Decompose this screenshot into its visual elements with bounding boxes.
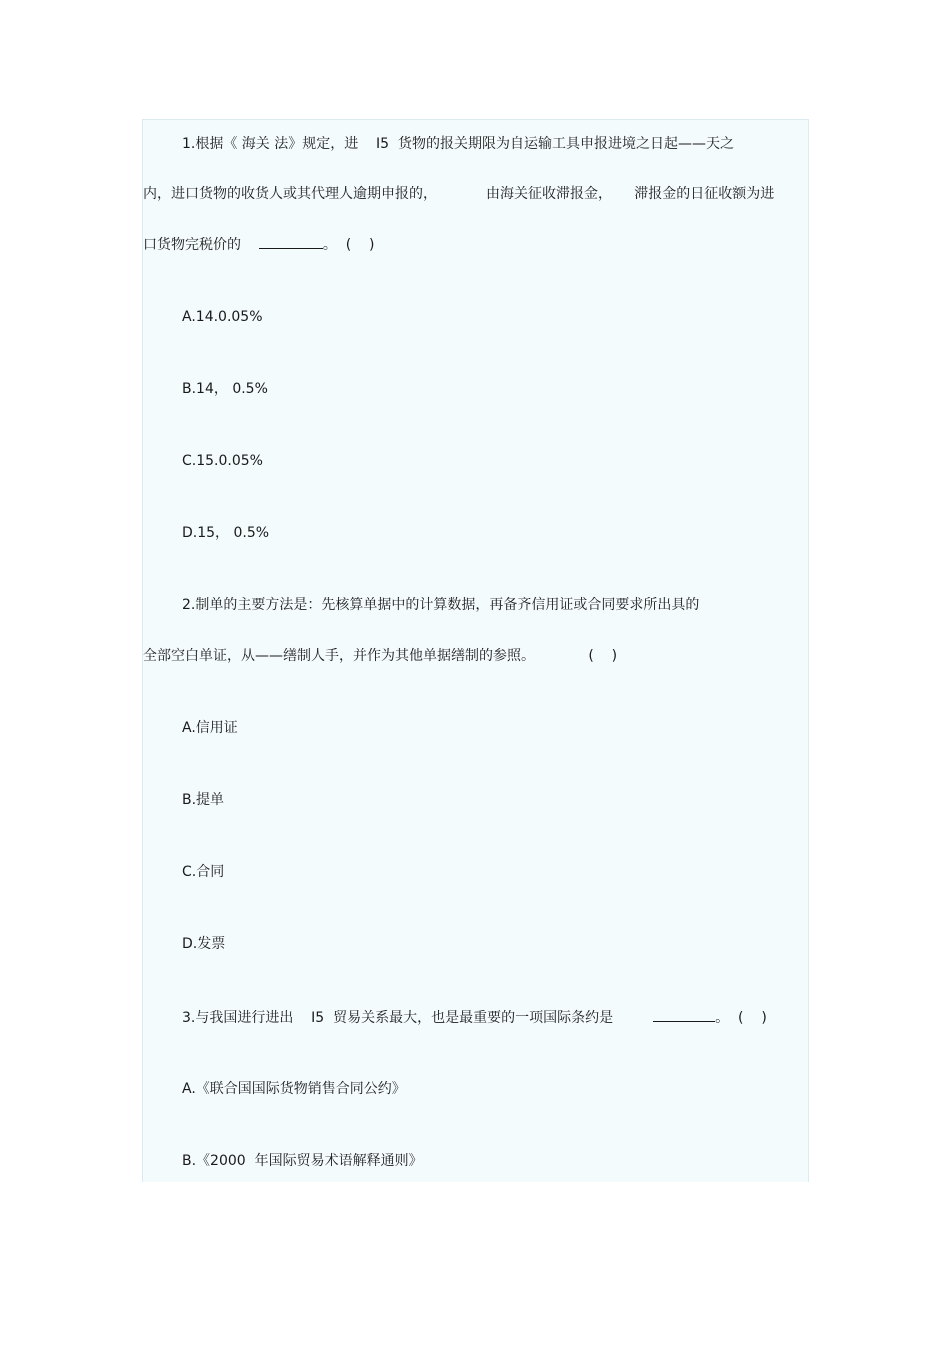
option-3a: A.《联合国国际货物销售合同公约》 (182, 1081, 406, 1097)
option-3b: B.《2000 年国际贸易术语解释通则》 (182, 1153, 423, 1169)
option-2b: B.提单 (182, 792, 225, 808)
question-2-line-2: 全部空白单证，从——缮制人手，并作为其他单据缮制的参照。 ( ) (143, 648, 618, 664)
question-2-line-1: 2.制单的主要方法是：先核算单据中的计算数据，再备齐信用证或合同要求所出具的 (182, 597, 700, 613)
option-2a: A.信用证 (182, 720, 238, 736)
option-1d: D.15， 0.5% (182, 525, 270, 541)
question-3-bracket: 。 ( ) (715, 1010, 767, 1026)
answer-blank (653, 1009, 715, 1022)
question-1-line-2: 内，进口货物的收货人或其代理人逾期申报的， 由海关征收滞报金， 滞报金的日征收额为进 (143, 186, 775, 202)
option-2c: C.合同 (182, 864, 225, 880)
option-1a: A.14.0.05% (182, 309, 263, 325)
question-3-line-1-text: 3.与我国进行进出 I5 贸易关系最大，也是最重要的一项国际条约是 (182, 1010, 614, 1026)
question-1-bracket: 。 ( ) (322, 237, 375, 253)
question-1-line-1: 1.根据《 海关 法》规定，进 I5 货物的报关期限为自运输工具申报进境之日起——天之 (182, 136, 734, 152)
option-1c: C.15.0.05% (182, 453, 263, 469)
option-1b: B.14， 0.5% (182, 381, 268, 397)
answer-blank (259, 236, 323, 249)
option-2d: D.发票 (182, 936, 226, 952)
question-1-line-3 (143, 236, 374, 253)
question-3-line-1 (182, 1009, 767, 1026)
question-1-line-3-text: 口货物完税价的 (143, 237, 241, 253)
document-page (142, 119, 809, 1182)
